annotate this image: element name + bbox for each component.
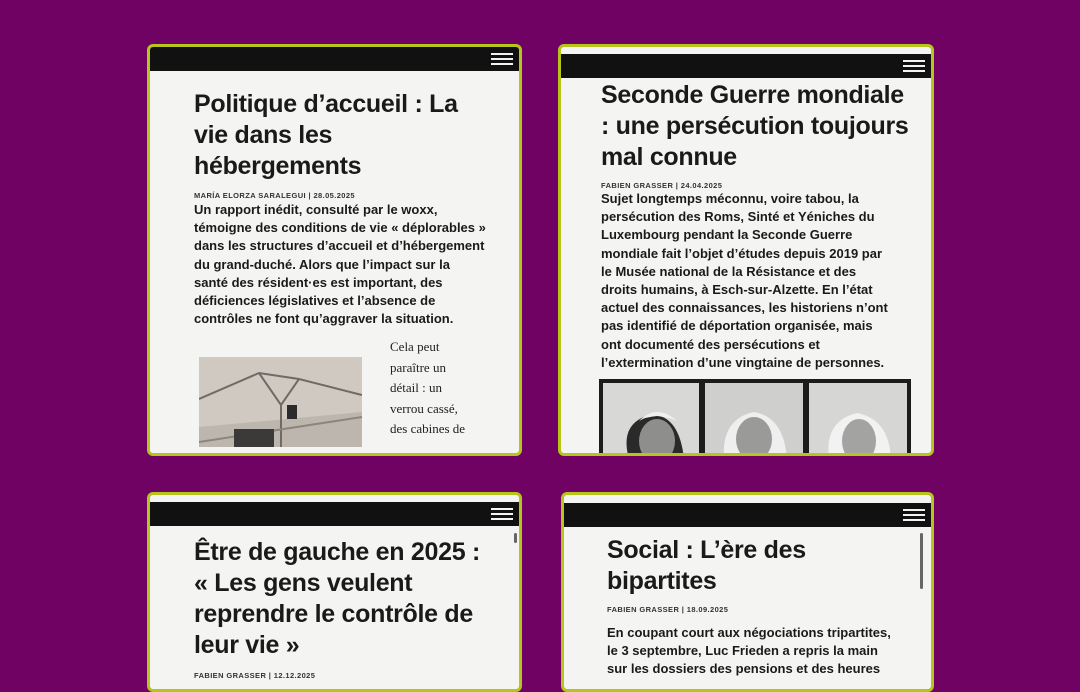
photo-three-women-portraits xyxy=(599,379,911,456)
article-title[interactable]: Être de gauche en 2025 : « Les gens veulent reprendre le contrôle de leur vie » xyxy=(194,538,480,659)
scrollbar[interactable] xyxy=(514,533,517,543)
top-bar xyxy=(150,502,519,526)
article-lead: Sujet longtemps méconnu, voire tabou, la persécution des Roms, Sinté et Yéniches du Luxembourg pendant la Seconde Guerre mondiale fait l’objet d’études depuis 2019 par le Musée national de la Résistance et des droits humains, à Esch-sur-Alzette. En l’état actuel des connaissances, les historiens n’ont pas identifié de déportation organisée, mais ont documenté des persécutions et l’extermination d’une vingtaine de personnes. xyxy=(601,191,888,370)
top-bar xyxy=(564,503,931,527)
article-meta: FABIEN GRASSER | 24.04.2025 xyxy=(601,181,723,190)
article-title[interactable]: Social : L’ère des bipartites xyxy=(607,536,806,595)
menu-icon[interactable] xyxy=(903,56,927,76)
article-meta: MARÍA ELORZA SARALEGUI | 28.05.2025 xyxy=(194,191,355,200)
menu-icon[interactable] xyxy=(491,504,515,524)
article-meta: FABIEN GRASSER | 18.09.2025 xyxy=(607,605,729,614)
scrollbar[interactable] xyxy=(920,533,923,589)
top-bar xyxy=(150,47,519,71)
menu-icon[interactable] xyxy=(903,505,927,525)
article-card-accueil[interactable] xyxy=(147,44,522,456)
menu-icon[interactable] xyxy=(491,49,515,69)
article-body: Cela peut paraître un détail : un verrou cassé, des cabines de xyxy=(390,339,466,436)
article-meta: FABIEN GRASSER | 12.12.2025 xyxy=(194,671,316,680)
top-bar xyxy=(561,54,931,78)
article-lead: Un rapport inédit, consulté par le woxx, témoigne des conditions de vie « déplorables » dans les structures d’accueil et d’hébergement du grand-duché. Alors que l’impact sur la santé des résident·es est important, des déficiences législatives et l’absence de contrôles ne font qu’aggraver la situation. xyxy=(194,202,486,327)
photo-tent-interior xyxy=(199,357,362,447)
article-card-gauche[interactable] xyxy=(147,492,522,692)
article-card-persecution[interactable] xyxy=(558,44,934,456)
article-title[interactable]: Politique d’accueil : La vie dans les hébergements xyxy=(194,90,458,180)
article-card-bipartites[interactable] xyxy=(561,492,934,692)
article-title[interactable]: Seconde Guerre mondiale : une persécution toujours mal connue xyxy=(601,81,909,171)
article-lead: En coupant court aux négociations tripartites, le 3 septembre, Luc Frieden a repris la main sur les dossiers des pensions et des heures xyxy=(607,625,891,677)
